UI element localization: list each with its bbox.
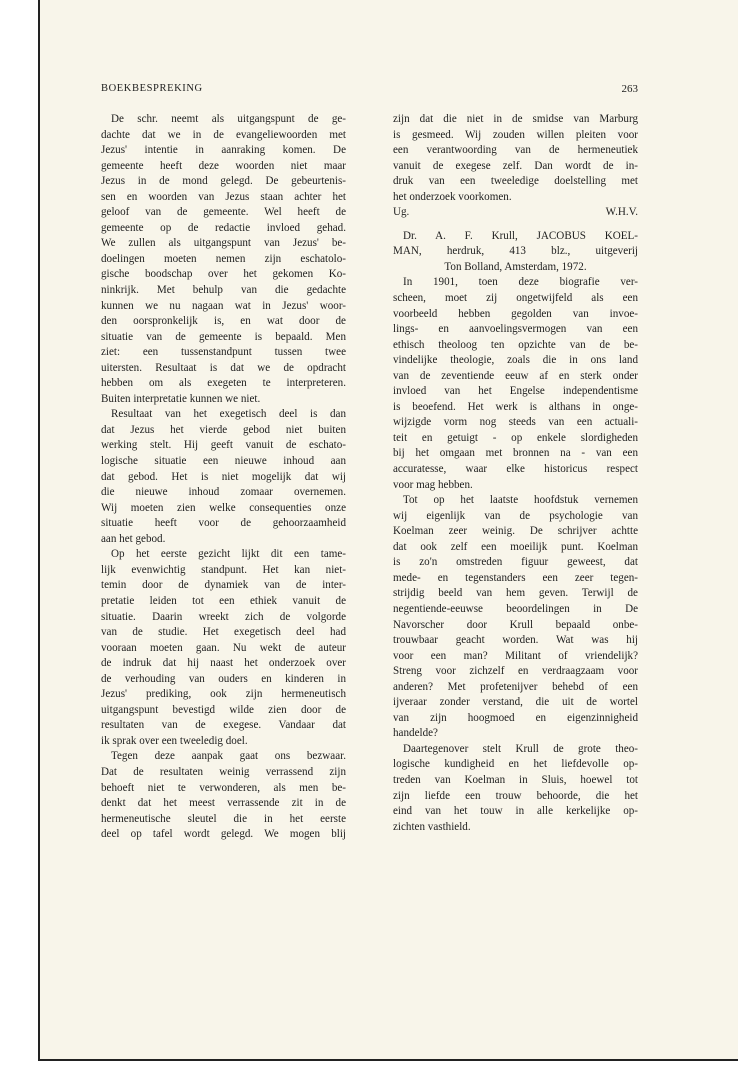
text-line: een verantwoording van de hermeneutiek	[393, 144, 638, 157]
citation-line: MAN, herdruk, 413 blz., uitgeverij	[393, 245, 638, 258]
text-line: situatie van de gemeente is bepaald. Men	[101, 330, 346, 343]
text-line: dat Jezus het vierde gebod niet buiten	[101, 423, 346, 436]
text-line: Op het eerste gezicht lijkt dit een tame-	[111, 548, 346, 561]
text-line: pretatie leiden tot een ethiek vanuit de	[101, 594, 346, 607]
text-line: voorbeeld hebben gegolden van invoe-	[393, 307, 638, 320]
text-line: invloed van het Engelse independentisme	[393, 385, 638, 398]
text-line: kunnen we nu nagaan wat in Jezus' woor-	[101, 299, 346, 312]
text-line: werking stelt. Hij geeft vanuit de eschato-	[101, 439, 346, 452]
text-line: De schr. neemt als uitgangspunt de ge-	[111, 113, 346, 125]
signature-place: Ug.	[393, 206, 410, 219]
text-line: teit en getuigt - op enkele slordigheden	[393, 431, 638, 444]
book-page	[38, 0, 738, 1061]
text-line: zijn liefde een trouw behoorde, die het	[393, 789, 638, 802]
text-line: Daartegenover stelt Krull de grote theo-	[403, 742, 638, 755]
text-line: wij eigenlijk van de psychologie van	[393, 509, 638, 522]
text-line: den oorspronkelijk is, en wat door de	[101, 315, 346, 328]
text-line: scheen, moet zij ongetwijfeld als een	[393, 292, 638, 305]
text-line: druk van een tweeledige doelstelling met	[393, 175, 638, 188]
text-line: Buiten interpretatie kunnen we niet.	[101, 392, 261, 405]
text-line: ethisch theoloog ten opzichte van de be-	[393, 338, 638, 351]
citation-line: Ton Bolland, Amsterdam, 1972.	[444, 260, 587, 273]
text-line: accuratesse, waar elke historicus respect	[393, 463, 638, 476]
left-column	[101, 112, 346, 843]
text-line: ik sprak over een tweeledig doel.	[101, 734, 248, 747]
text-line: treden van Koelman in Sluis, hoewel tot	[393, 773, 638, 786]
text-line: wijzigde vorm nog steeds van een actuali-	[393, 416, 638, 429]
text-line: bij het omgaan met bronnen na - van een	[393, 447, 638, 460]
text-line: mede- en tegenstanders een zeer tegen-	[393, 571, 638, 584]
text-line: Koelman zeer weinig. De schrijver achtte	[393, 525, 638, 538]
text-line: die nieuwe inhoud zomaar overnemen.	[101, 486, 346, 499]
text-line: is beoefend. Het werk is althans in onge-	[393, 400, 638, 413]
text-line: de verhouding van ouders en kinderen in	[101, 672, 346, 685]
text-line: geloof van de gemeente. Wel heeft de	[101, 206, 346, 219]
text-line: Streng voor zichzelf en verdraagzaam voor	[393, 665, 638, 678]
signature-initials: W.H.V.	[605, 206, 638, 219]
text-line: vanuit de exegese zelf. Dan wordt de in-	[393, 159, 638, 172]
text-line: gische boodschap over het gekomen Ko-	[101, 268, 346, 281]
right-column	[393, 112, 638, 835]
text-line: Resultaat van het exegetisch deel is dan	[111, 408, 346, 421]
text-line: uitgangspunt bevestigd wilde zien door de	[101, 703, 346, 716]
running-head: BOEKBESPREKING	[101, 83, 203, 94]
text-line: van de zeventiende eeuw af en sterk onder	[393, 369, 638, 382]
text-line: lijk evenwichtig standpunt. Het kan niet-	[101, 563, 346, 576]
text-line: is zo'n omstreden figuur geweest, dat	[393, 556, 638, 569]
review-conclusion	[393, 112, 638, 205]
text-line: vooraan moeten gaan. Nu wekt de auteur	[101, 641, 346, 654]
text-line: uitersten. Resultaat is dat we de opdracht	[101, 361, 346, 374]
text-line: In 1901, toen deze biografie ver-	[403, 276, 638, 289]
review-signature	[393, 205, 638, 221]
text-line: is gesmeed. Wij zouden willen pleiten voor	[393, 128, 638, 141]
text-line: Dat de resultaten weinig verrassend zijn	[101, 765, 346, 778]
text-line: gemeente heeft deze woorden niet maar	[101, 159, 346, 172]
text-line: dat gebod. Het is niet mogelijk dat wij	[101, 470, 346, 483]
text-line: resultaten van de exegese. Vandaar dat	[101, 719, 346, 732]
review-body	[393, 275, 638, 835]
text-line: handelde?	[393, 727, 438, 740]
text-line: van de studie. Het exegetisch deel had	[101, 626, 346, 639]
text-line: zichten vasthield.	[393, 820, 471, 833]
text-line: Tegen deze aanpak gaat ons bezwaar.	[111, 750, 346, 763]
page-number: 263	[621, 83, 638, 95]
text-line: sen en woorden van Jezus staan achter het	[101, 190, 346, 203]
text-line: Tot op het laatste hoofdstuk vernemen	[403, 494, 638, 507]
text-line: behoeft niet te verwonderen, als men be-	[101, 781, 346, 794]
text-line: hermeneutische sleutel die in het eerste	[101, 812, 346, 825]
text-line: het onderzoek voorkomen.	[393, 190, 512, 203]
text-line: doelingen moeten nemen zijn eschatolo-	[101, 252, 346, 265]
text-line: van zijn hoogmoed en eigenzinnigheid	[393, 711, 638, 724]
text-line: situatie. Daarin wreekt zich de volgorde	[101, 610, 346, 623]
text-line: logische kundigheid en het liefdevolle op-	[393, 758, 638, 771]
text-line: voor een man? Militant of vriendelijk?	[393, 649, 638, 662]
text-line: ninkrijk. Met behulp van die gedachte	[101, 284, 346, 297]
text-line: ijveraar zonder verstand, die uit de wortel	[393, 696, 638, 709]
text-line: logische situatie een nieuwe inhoud aan	[101, 455, 346, 468]
text-line: de indruk dat hij naast het onderzoek over	[101, 657, 346, 670]
text-line: Jezus' prediking, ook zijn hermeneutisch	[101, 688, 346, 701]
text-line: dat ook zelf een moeilijk punt. Koelman	[393, 540, 638, 553]
text-line: Jezus in de mond gelegd. De gebeurtenis-	[101, 175, 346, 188]
text-line: hebben om als exegeten te interpreteren.	[101, 377, 346, 390]
text-line: dachte dat we in de evangeliewoorden met	[101, 128, 346, 141]
text-line: aan het gebod.	[101, 532, 166, 545]
text-line: We zullen als uitgangspunt van Jezus' be-	[101, 237, 346, 250]
text-line: gemeente op de redactie invloed gehad.	[101, 221, 346, 234]
text-line: voor mag hebben.	[393, 478, 473, 491]
text-line: negentiende-eeuwse beoordelingen in De	[393, 602, 638, 615]
text-line: vindelijke theologie, zoals die in ons land	[393, 354, 638, 367]
text-line: temin door de dynamiek van de inter-	[101, 579, 346, 592]
text-line: anderen? Met profetenijver behebd of een	[393, 680, 638, 693]
text-line: lings- en aanvoelingsvermogen van een	[393, 323, 638, 336]
text-line: Navorscher door Krull bepaald onbe-	[393, 618, 638, 631]
text-line: denkt dat het meest verrassende zit in de	[101, 797, 346, 810]
text-line: Jezus' intentie in aanraking komen. De	[101, 144, 346, 157]
citation-line: Dr. A. F. Krull, JACOBUS KOEL-	[403, 229, 638, 242]
text-line: Wij moeten zien welke consequenties onze	[101, 501, 346, 514]
text-line: eind van het touw in alle kerkelijke op-	[393, 805, 638, 818]
text-line: deel op tafel wordt gelegd. We mogen blij	[101, 828, 346, 841]
book-citation	[393, 229, 638, 276]
text-line: situatie heeft voor de gehoorzaamheid	[101, 517, 346, 530]
text-line: strijdig beeld van hem geven. Terwijl de	[393, 587, 638, 600]
text-line: ziet: een tussenstandpunt tussen twee	[101, 346, 346, 359]
page-header	[101, 83, 638, 103]
text-line: zijn dat die niet in de smidse van Marburg	[393, 113, 638, 125]
text-line: trouwbaar geacht worden. Wat was hij	[393, 634, 638, 647]
